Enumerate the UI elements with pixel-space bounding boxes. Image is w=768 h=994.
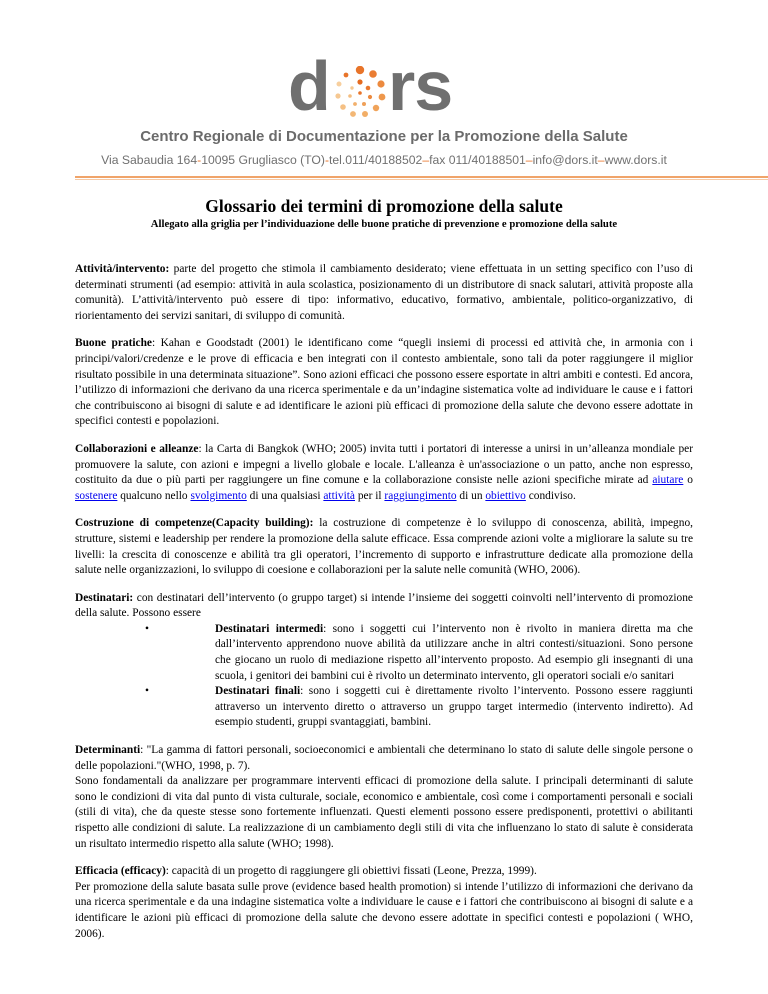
list-item-text: : sono i soggetti cui l’intervento non è rivolto in maniera diretta ma che dall’intervento apprendono nuove abilità da utilizzare anche in altri contesti/situazioni. Sono persone che giocano un ruolo di mediazione rispetto all’intervento proposto. Ad esempio gli insegnanti di una scuola, i genitori dei bambini cui è rivolto un determinato intervento, gli operatori sociali e/o sanitari bbox=[215, 622, 693, 682]
address-street: Via Sabaudia 164 bbox=[101, 153, 198, 167]
entry-definition: la costruzione di competenze è lo sviluppo di conoscenza, abilità, impegno, strutture, sistemi e leadership per rendere la promozione della salute efficace. Essa comprende azioni volte a migliorare la salute su tre livelli: la crescita di conoscenze e abilità tra gli operatori, l’incremento di supporto e infrastrutture dedicate alla promozione della salute nelle organizzazioni, lo sviluppo di coesione e collaborazioni per la salute nelle comunità (WHO, 2006). bbox=[75, 517, 693, 577]
glossary-entry-attivita bbox=[75, 262, 693, 324]
link-sostenere[interactable]: sostenere bbox=[75, 489, 118, 502]
glossary-entry-buone-pratiche bbox=[75, 336, 693, 430]
entry-definition: : "La gamma di fattori personali, socioeconomici e ambientali che determinano lo stato di salute delle singole persone o delle popolazioni."(WHO, 1998, p. 7). bbox=[75, 744, 693, 772]
bullet-icon: • bbox=[145, 622, 149, 635]
entry-term: Attività/intervento: bbox=[75, 263, 170, 275]
entry-term: Collaborazioni e alleanze bbox=[75, 442, 199, 455]
glossary-body bbox=[75, 262, 693, 954]
glossary-entry-determinanti bbox=[75, 743, 693, 774]
glossary-entry-efficacia-cont: Per promozione della salute basata sulle prove (evidence based health promotion) si intende l’utilizzo di informazioni che derivano da una ricerca sperimentale e da una indagine sistematica volte a individuare le cause e i fattori che contribuiscono ai bisogni di salute e a identificare le azioni più efficaci di promozione della salute che devono essere adottate in specifici contesti e popolazioni ( WHO, 2006). bbox=[75, 880, 693, 940]
glossary-entry-destinatari bbox=[75, 591, 693, 622]
list-item-term: Destinatari intermedi bbox=[215, 622, 324, 635]
link-aiutare[interactable]: aiutare bbox=[652, 474, 684, 487]
link-attivita[interactable]: attività bbox=[323, 489, 355, 502]
entry-term: Buone pratiche bbox=[75, 337, 152, 350]
address-separator: – bbox=[597, 153, 605, 167]
entry-definition: : capacità di un progetto di raggiungere gli obiettivi fissati (Leone, Prezza, 1999). bbox=[165, 865, 537, 878]
entry-definition-part: di un bbox=[456, 489, 486, 502]
destinatari-list bbox=[75, 622, 693, 731]
letterhead bbox=[0, 0, 768, 175]
entry-term: Determinanti bbox=[75, 744, 141, 757]
document-subtitle: Allegato alla griglia per l’individuazione delle buone pratiche di prevenzione e promozione della salute bbox=[150, 218, 618, 230]
header-divider-secondary bbox=[75, 179, 768, 180]
list-item bbox=[75, 684, 693, 731]
dors-logo bbox=[288, 47, 480, 125]
entry-definition-part: condiviso. bbox=[525, 489, 576, 502]
entry-definition: : Kahan e Goodstadt (2001) le identificano come “quegli insiemi di processi ed attività che, in armonia con i principi/valori/credenze e le prove di efficacia e ben integrati con il contesto ambientale, sono tali da poter raggiungere il miglior risultato possibile in una determinata situazione”. Sono azioni efficaci che possono essere esportate in altri ambiti e contesti. Ed ancora, l’utilizzo di informazioni che derivano da una ricerca sperimentale e da un’indagine sistematica volte ad individuare le cause e i fattori che contribuiscono ai bisogni di salute e ad identificare le azioni più efficaci di promozione della salute che devono essere adottate in specifici contesti e popolazioni. bbox=[75, 337, 693, 428]
bullet-icon: • bbox=[145, 685, 149, 698]
entry-term: Costruzione di competenze(Capacity building): bbox=[75, 517, 314, 530]
logo-letter-d: d bbox=[288, 47, 330, 125]
link-svolgimento[interactable]: svolgimento bbox=[190, 489, 247, 502]
entry-definition-part: di una qualsiasi bbox=[246, 489, 324, 502]
organization-address bbox=[0, 153, 768, 167]
list-item-text: : sono i soggetti cui è direttamente rivolto l’intervento. Possono essere raggiunti attraverso un intervento diretto o attraverso un gruppo target intermedio (intervento indiretto). Ad esempio studenti, gruppi svantaggiati, bambini. bbox=[215, 685, 694, 729]
address-city: 10095 Grugliasco (TO) bbox=[201, 153, 325, 167]
glossary-entry-collaborazioni bbox=[75, 442, 693, 504]
list-item bbox=[75, 622, 693, 684]
entry-definition: : la Carta di Bangkok (WHO; 2005) invita tutti i portatori di interesse a unirsi in un’alleanza mondiale per promuovere la salute, con azioni e impegni a livello globale e locale. L'alleanza è un'associazione o un patto, anche non espresso, costituito da due o più parti per raggiungere un fine comune e la collaborazione consiste nelle azioni specifiche mirate ad bbox=[75, 442, 693, 487]
glossary-entry-efficacia bbox=[75, 864, 693, 880]
address-phone: tel.011/40188502 bbox=[329, 153, 423, 167]
organization-name: Centro Regionale di Documentazione per la Promozione della Salute bbox=[140, 128, 628, 145]
document-title: Glossario dei termini di promozione della salute bbox=[205, 196, 563, 216]
address-separator: - bbox=[197, 153, 202, 167]
link-obiettivo[interactable]: obiettivo bbox=[485, 489, 526, 502]
address-website[interactable]: www.dors.it bbox=[604, 153, 667, 167]
entry-definition-part: o bbox=[683, 474, 693, 487]
entry-term: Destinatari: bbox=[75, 591, 134, 604]
address-fax: fax 011/40188501 bbox=[429, 153, 526, 167]
logo-letters-rs: rs bbox=[388, 47, 453, 125]
glossary-entry-determinanti-cont: Sono fondamentali da analizzare per programmare interventi efficaci di promozione della salute. I principali determinanti di salute sono le condizioni di vita dal punto di vista culturale, sociale, economico e ambientale, così come i comportamenti personali e sociali (stili di vita), che da queste stesse sono fortemente influenzati. Questi elementi possono essere predisponenti, protettivi o abilitanti rispetto alle condizioni di salute. La realizzazione di un cambiamento degli stili di vita che influenzano lo stato di salute è considerata un risultato intermedio rispetto alla salute (WHO; 1998). bbox=[75, 775, 693, 850]
entry-definition: parte del progetto che stimola il cambiamento desiderato; viene effettuata in un setting specifico con l’uso di determinati strumenti (ad esempio: attività in aula scolastica, posizionamento di un distributore di snack salutari, attività proposte alla comunità). L’attività/intervento può essere di tipo: informativo, educativo, formativo, ambientale, politico-organizzativo, di riorientamento dei servizi sanitari, di sviluppo di comunità. bbox=[75, 263, 693, 322]
link-raggiungimento[interactable]: raggiungimento bbox=[384, 489, 457, 502]
address-separator: – bbox=[525, 153, 533, 167]
entry-definition-part: qualcuno nello bbox=[117, 489, 191, 502]
address-separator: – bbox=[422, 153, 430, 167]
header-divider bbox=[75, 176, 768, 178]
entry-term: Efficacia (efficacy) bbox=[75, 865, 166, 878]
address-separator: - bbox=[324, 153, 329, 167]
entry-definition: con destinatari dell’intervento (o gruppo target) si intende l’insieme dei soggetti coinvolti nell’intervento di promozione della salute. Possono essere bbox=[75, 591, 693, 620]
list-item-term: Destinatari finali bbox=[215, 685, 301, 698]
entry-definition-part: per il bbox=[355, 489, 385, 502]
address-email[interactable]: info@dors.it bbox=[532, 153, 598, 167]
logo-dots-o-icon bbox=[334, 66, 386, 118]
glossary-entry-costruzione bbox=[75, 516, 693, 578]
